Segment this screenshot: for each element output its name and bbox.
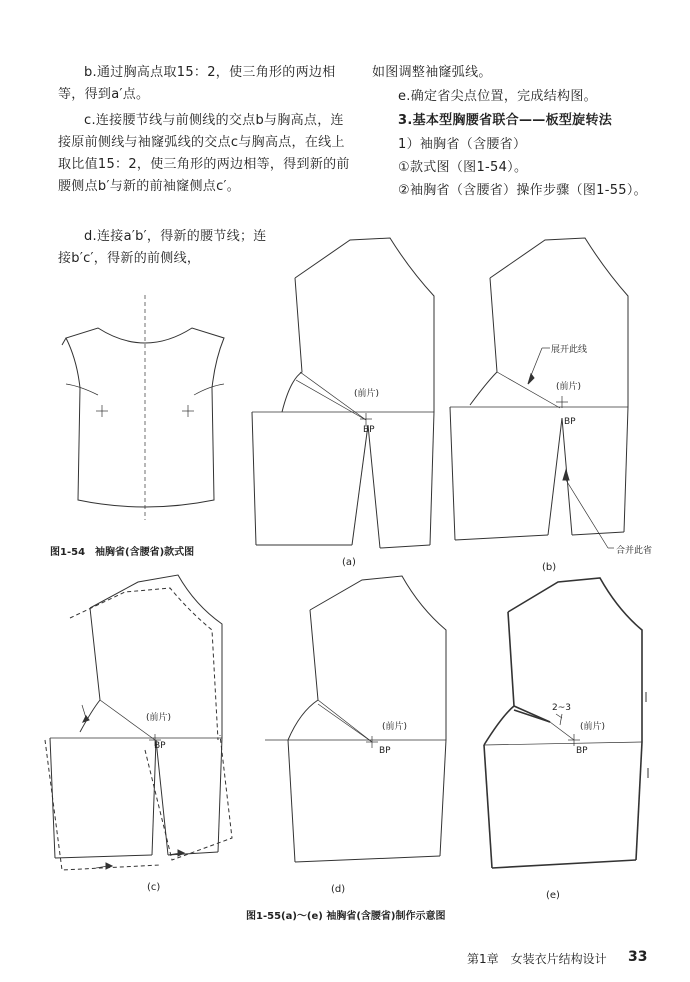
fig55e-bp-label: BP bbox=[576, 746, 588, 756]
chapter-footer: 第1章 女装衣片结构设计 bbox=[467, 952, 607, 966]
fig55b-merge-label: 合并此省 bbox=[616, 546, 653, 556]
fig55e-front-label: (前片) bbox=[580, 722, 606, 732]
fig55a-bp-label: BP bbox=[363, 425, 375, 435]
fig54-caption: 图1-54 袖胸省(含腰省)款式图 bbox=[50, 547, 195, 558]
list-item-1: 1）袖胸省（含腰省） bbox=[398, 137, 527, 152]
fig55d-front-label: (前片) bbox=[382, 722, 408, 732]
right-paragraph-continue: 如图调整袖窿弧线。 bbox=[372, 65, 492, 80]
fig55c-bp-label: BP bbox=[154, 741, 166, 751]
list-item-2: ①款式图（图1-54）。 bbox=[398, 160, 528, 175]
fig55b-bp-label: BP bbox=[564, 417, 576, 427]
fig55d-bp-label: BP bbox=[379, 746, 391, 756]
page-number: 33 bbox=[628, 949, 648, 965]
fig55d-sub-label: (d) bbox=[331, 884, 346, 895]
fig55e-sub-label: (e) bbox=[546, 890, 560, 901]
left-paragraph-c: c.连接腰节线与前侧线的交点b与胸高点，连接原前侧线与袖窿弧线的交点c与胸高点，在线上取比值15：2，使三角形的两边相等，得到新的前腰侧点b′与新的前袖窿侧点c′。 bbox=[58, 113, 350, 194]
left-paragraph-b: b.通过胸高点取15：2，使三角形的两边相等，得到a′点。 bbox=[58, 65, 336, 102]
fig55b-expand-label: 展开此线 bbox=[551, 345, 588, 355]
left-paragraph-d: d.连接a′b′，得新的腰节线；连接b′c′，得新的前侧线， bbox=[58, 229, 267, 266]
right-paragraph-e: e.确定省尖点位置，完成结构图。 bbox=[398, 89, 597, 104]
list-item-3: ②袖胸省（含腰省）操作步骤（图1-55）。 bbox=[398, 183, 647, 198]
fig55a-front-label: (前片) bbox=[354, 389, 380, 399]
fig55e-ratio-label: 2~3 bbox=[552, 703, 571, 713]
fig55c-front-label: (前片) bbox=[146, 713, 172, 723]
fig55-caption: 图1-55(a)～(e) 袖胸省(含腰省)制作示意图 bbox=[246, 911, 446, 922]
fig55a-sub-label: (a) bbox=[342, 557, 356, 568]
fig55c-sub-label: (c) bbox=[147, 882, 161, 893]
fig55b-front-label: (前片) bbox=[556, 382, 582, 392]
fig55b-sub-label: (b) bbox=[542, 562, 557, 573]
section-heading: 3.基本型胸腰省联合——板型旋转法 bbox=[398, 113, 613, 128]
